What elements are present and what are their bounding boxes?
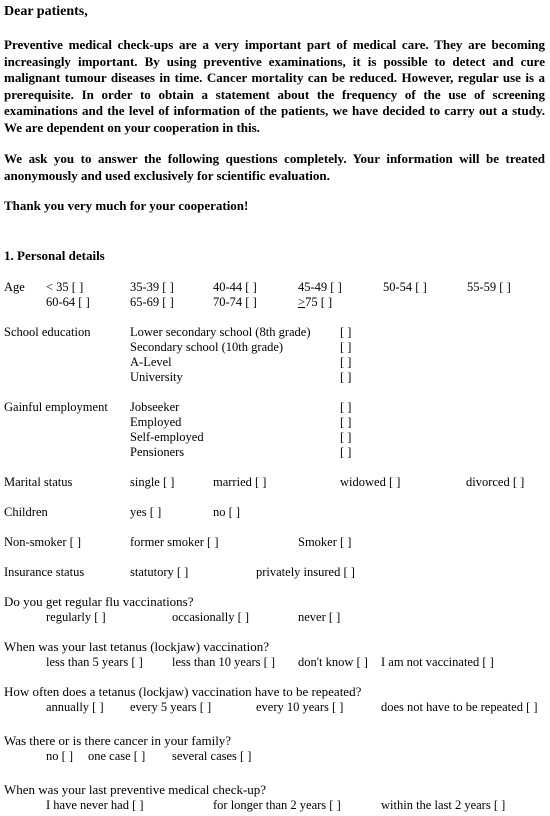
insurance-option-statutory[interactable]: statutory [ ] [130, 565, 189, 579]
tetanus-last-option-less-5[interactable]: less than 5 years [ ] [46, 655, 143, 669]
employment-checkbox-pensioners[interactable]: [ ] [340, 445, 352, 459]
age-option-70-74[interactable]: 70-74 [ ] [213, 295, 257, 309]
intro-paragraph: Preventive medical check-ups are a very important part of medical care. They are becoming increasingly important. By using preventive examinations, it is possible to detect and cure malignant tumour diseases in time. Cancer mortality can be reduced. However, regular use is a prerequisite. In order to obtain a statement about the frequency of the use of screening examinations and the level of information of the patients, we have decided to carry out a study. We are dependent on your cooperation in this. [4, 37, 545, 135]
cancer-family-question: Was there or is there cancer in your family? [4, 733, 232, 748]
tetanus-repeat-option-5-years[interactable]: every 5 years [ ] [130, 700, 212, 714]
tetanus-last-question: When was your last tetanus (lockjaw) vaccination? [4, 639, 269, 654]
section-title: 1. Personal details [4, 248, 105, 263]
insurance-label: Insurance status [4, 565, 85, 579]
smoking-option-former[interactable]: former smoker [ ] [130, 535, 219, 549]
school-option-secondary: Secondary school (10th grade) [130, 340, 284, 354]
employment-option-pensioners: Pensioners [130, 445, 185, 459]
tetanus-repeat-option-annually[interactable]: annually [ ] [46, 700, 104, 714]
flu-option-regularly[interactable]: regularly [ ] [46, 610, 106, 624]
employment-option-self-employed: Self-employed [130, 430, 204, 444]
school-option-lower-secondary: Lower secondary school (8th grade) [130, 325, 311, 339]
checkup-option-longer-2[interactable]: for longer than 2 years [ ] [213, 798, 341, 812]
employment-checkbox-self-employed[interactable]: [ ] [340, 430, 352, 444]
age-option-under-35[interactable]: < 35 [ ] [46, 280, 84, 294]
flu-option-never[interactable]: never [ ] [298, 610, 341, 624]
smoking-option-non-smoker[interactable]: Non-smoker [ ] [4, 535, 82, 549]
checkup-option-within-2[interactable]: within the last 2 years [ ] [381, 798, 506, 812]
instructions-paragraph: We ask you to answer the following questions completely. Your information will be treated anonymously and used exclusively for scientific evaluation. [4, 151, 545, 183]
children-label: Children [4, 505, 48, 519]
school-checkbox-lower-secondary[interactable]: [ ] [340, 325, 352, 339]
employment-checkbox-jobseeker[interactable]: [ ] [340, 400, 352, 414]
thanks-text: Thank you very much for your cooperation! [4, 198, 249, 213]
employment-option-jobseeker: Jobseeker [130, 400, 180, 414]
age-option-55-59[interactable]: 55-59 [ ] [467, 280, 511, 294]
tetanus-repeat-question: How often does a tetanus (lockjaw) vaccination have to be repeated? [4, 684, 362, 699]
tetanus-last-option-dont-know[interactable]: don't know [ ] [298, 655, 368, 669]
flu-option-occasionally[interactable]: occasionally [ ] [172, 610, 250, 624]
school-checkbox-university[interactable]: [ ] [340, 370, 352, 384]
age-option-35-39[interactable]: 35-39 [ ] [130, 280, 174, 294]
age-option-60-64[interactable]: 60-64 [ ] [46, 295, 90, 309]
marital-status-label: Marital status [4, 475, 73, 489]
school-checkbox-secondary[interactable]: [ ] [340, 340, 352, 354]
marital-option-divorced[interactable]: divorced [ ] [466, 475, 525, 489]
age-option-75-plus[interactable] [298, 295, 332, 310]
marital-option-married[interactable]: married [ ] [213, 475, 267, 489]
marital-option-single[interactable]: single [ ] [130, 475, 175, 489]
school-checkbox-a-level[interactable]: [ ] [340, 355, 352, 369]
greeting: Dear patients, [4, 4, 88, 19]
tetanus-last-option-less-10[interactable]: less than 10 years [ ] [172, 655, 276, 669]
age-option-40-44[interactable]: 40-44 [ ] [213, 280, 257, 294]
smoking-option-smoker[interactable]: Smoker [ ] [298, 535, 352, 549]
cancer-option-no[interactable]: no [ ] [46, 749, 74, 763]
employment-option-employed: Employed [130, 415, 182, 429]
age-option-75-plus-label: 75 [ ] [305, 295, 333, 309]
age-label: Age [4, 280, 25, 294]
age-option-45-49[interactable]: 45-49 [ ] [298, 280, 342, 294]
school-education-label: School education [4, 325, 91, 339]
checkup-option-never[interactable]: I have never had [ ] [46, 798, 144, 812]
age-option-65-69[interactable]: 65-69 [ ] [130, 295, 174, 309]
school-option-university: University [130, 370, 183, 384]
age-option-50-54[interactable]: 50-54 [ ] [383, 280, 427, 294]
children-option-no[interactable]: no [ ] [213, 505, 241, 519]
children-option-yes[interactable]: yes [ ] [130, 505, 162, 519]
school-option-a-level: A-Level [130, 355, 172, 369]
cancer-option-several-cases[interactable]: several cases [ ] [172, 749, 252, 763]
greater-equal-symbol: > [298, 295, 306, 309]
insurance-option-private[interactable]: privately insured [ ] [256, 565, 355, 579]
employment-label: Gainful employment [4, 400, 108, 414]
marital-option-widowed[interactable]: widowed [ ] [340, 475, 401, 489]
tetanus-repeat-option-no-repeat[interactable]: does not have to be repeated [ ] [381, 700, 538, 714]
employment-checkbox-employed[interactable]: [ ] [340, 415, 352, 429]
cancer-option-one-case[interactable]: one case [ ] [88, 749, 146, 763]
tetanus-last-option-not-vaccinated[interactable]: I am not vaccinated [ ] [381, 655, 494, 669]
checkup-question: When was your last preventive medical check-up? [4, 782, 267, 797]
flu-question: Do you get regular flu vaccinations? [4, 594, 194, 609]
tetanus-repeat-option-10-years[interactable]: every 10 years [ ] [256, 700, 344, 714]
